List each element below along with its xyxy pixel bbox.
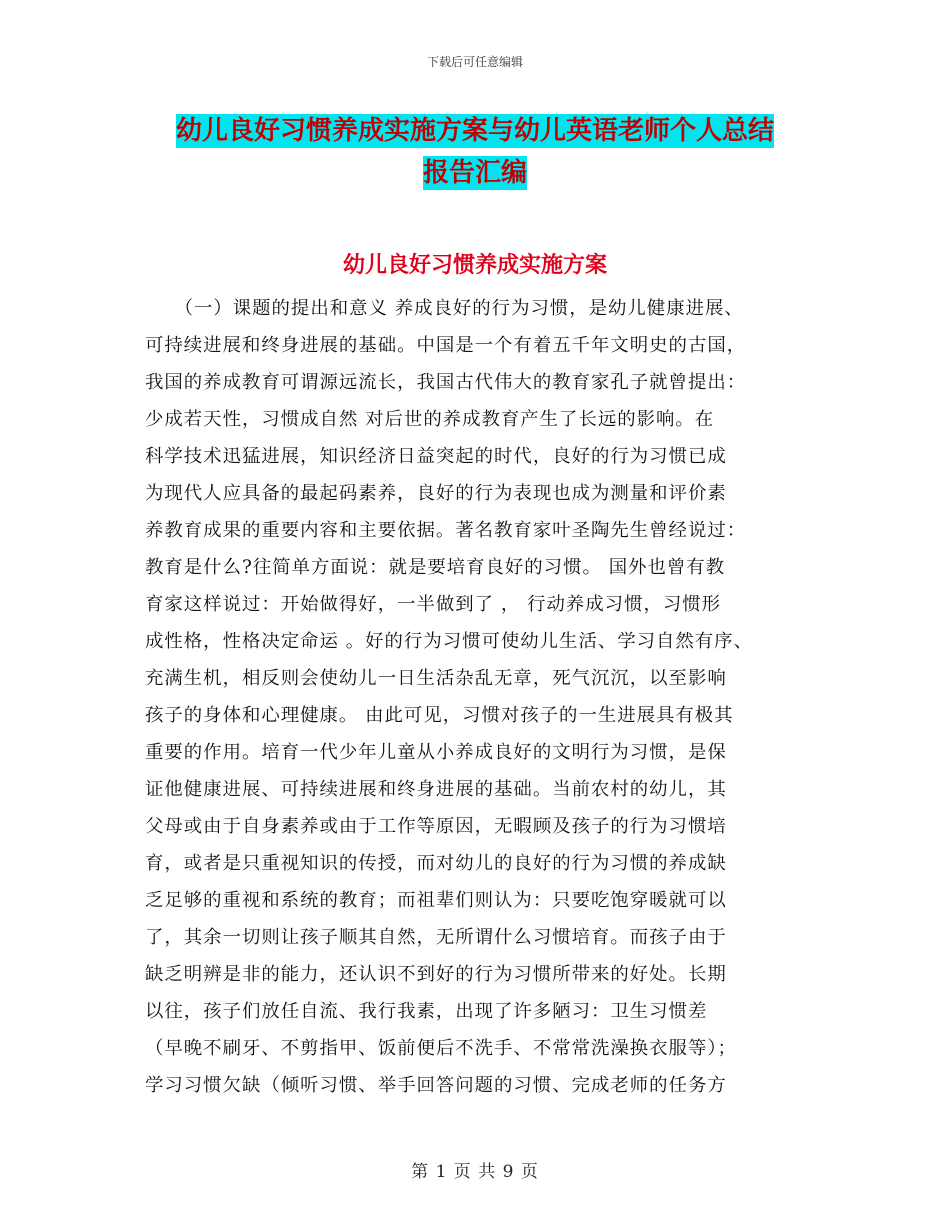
body-line: 以往，孩子们放任自流、我行我素，出现了许多陋习：卫生习惯差: [145, 1001, 708, 1022]
header-note: 下载后可任意编辑: [426, 55, 523, 69]
body-line: 科学技术迅猛进展，知识经济日益突起的时代，良好的行为习惯已成: [145, 446, 727, 467]
section-title: 幼儿良好习惯养成实施方案: [342, 253, 607, 278]
body-line: 教育是什么?往简单方面说：就是要培育良好的习惯。 国外也曾有教: [145, 557, 726, 578]
body-line: 孩子的身体和心理健康。 由此可见，习惯对孩子的一生进展具有极其: [145, 705, 734, 726]
body-line: 我国的养成教育可谓源远流长，我国古代伟大的教育家孔子就曾提出：: [145, 372, 747, 393]
body-line: 养教育成果的重要内容和主要依据。著名教育家叶圣陶先生曾经说过：: [145, 520, 747, 541]
body-line: 育家这样说过：开始做得好，一半做到了 ， 行动养成习惯，习惯形: [145, 594, 722, 615]
body-paragraph: [145, 290, 825, 1104]
body-line: （早晚不刷牙、不剪指甲、饭前便后不洗手、不常常洗澡换衣服等）；: [145, 1038, 737, 1059]
body-line: 重要的作用。培育一代少年儿童从小养成良好的文明行为习惯，是保: [145, 742, 727, 763]
document-title: [150, 110, 800, 194]
body-line: 可持续进展和终身进展的基础。中国是一个有着五千年文明史的古国，: [145, 335, 747, 356]
body-line: 为现代人应具备的最起码素养，良好的行为表现也成为测量和评价素: [145, 483, 727, 504]
document-title-line-2: 报告汇编: [422, 158, 527, 188]
body-line: 学习习惯欠缺（倾听习惯、举手回答问题的习惯、完成老师的任务方: [145, 1075, 727, 1096]
body-line: 育，或者是只重视知识的传授，而对幼儿的良好的行为习惯的养成缺: [145, 853, 727, 874]
body-line: 乏足够的重视和系统的教育；而祖辈们则认为：只要吃饱穿暖就可以: [145, 890, 727, 911]
body-line: 父母或由于自身素养或由于工作等原因，无暇顾及孩子的行为习惯培: [145, 816, 727, 837]
body-line: 少成若天性，习惯成自然 对后世的养成教育产生了长远的影响。在: [145, 409, 715, 430]
body-line: 充满生机，相反则会使幼儿一日生活杂乱无章，死气沉沉，以至影响: [145, 668, 727, 689]
body-line: 缺乏明辨是非的能力，还认识不到好的行为习惯所带来的好处。长期: [145, 964, 727, 985]
body-line: 证他健康进展、可持续进展和终身进展的基础。当前农村的幼儿，其: [145, 779, 727, 800]
body-line: 了，其余一切则让孩子顺其自然，无所谓什么习惯培育。而孩子由于: [145, 927, 727, 948]
page-number-footer: 第 1 页 共 9 页: [411, 1162, 539, 1182]
document-title-line-1: 幼儿良好习惯养成实施方案与幼儿英语老师个人总结: [175, 116, 774, 146]
body-line: 成性格，性格决定命运 。好的行为习惯可使幼儿生活、学习自然有序、: [145, 631, 753, 652]
body-line: （一）课题的提出和意义 养成良好的行为习惯，是幼儿健康进展、: [145, 298, 744, 319]
